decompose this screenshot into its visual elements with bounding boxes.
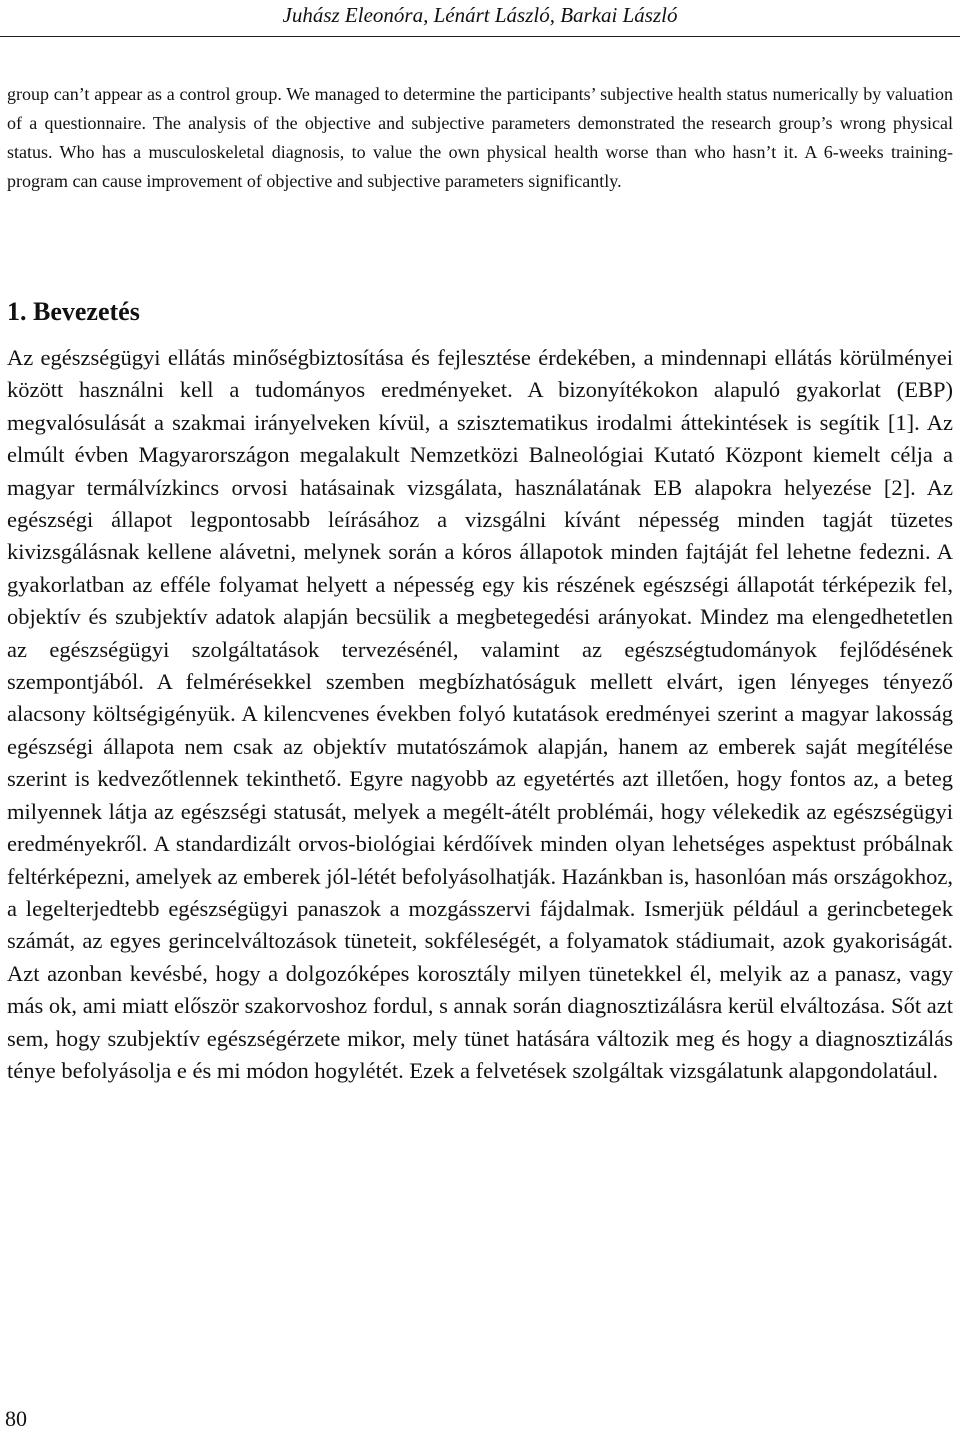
section-heading: 1. Bevezetés bbox=[7, 297, 140, 326]
header-divider bbox=[0, 36, 960, 37]
page-number: 80 bbox=[5, 1406, 27, 1431]
abstract-paragraph: group can’t appear as a control group. We managed to determine the participants’ subjective health status numerically by valuation of a questionnaire. The analysis of the objective and subjective parameters demonstrated the research group’s wrong physical status. Who has a musculoskeletal diagnosis, to value the own physical health worse than who hasn’t it. A 6-weeks training-program can cause improvement of objective and subjective parameters significantly. bbox=[7, 84, 953, 191]
running-header: Juhász Eleonóra, Lénárt László, Barkai László bbox=[282, 3, 678, 27]
section-body-paragraph: Az egészségügyi ellátás minőségbiztosítása és fejlesztése érdekében, a mindennapi ellátás körülményei között használni kell a tudományos eredményeket. A bizonyítékokon alapuló gyakorlat (EBP) megvalósulását a szakmai irányelveken kívül, a szisztematikus irodalmi áttekintések is segítik [1]. Az elmúlt évben Magyarországon megalakult Nemzetközi Balneológiai Kutató Központ kiemelt célja a magyar termálvízkincs orvosi hatásainak vizsgálata, használatának EB alapokra helyezése [2]. Az egészségi állapot legpontosabb leírásához a vizsgálni kívánt népesség minden tagját tüzetes kivizsgálásnak kellene alávetni, melynek során a kóros állapotok minden fajtáját fel lehetne fedezni. A gyakorlatban az efféle folyamat helyett a népesség egy kis részének egészségi állapotát térképezik fel, objektív és szubjektív adatok alapján becsülik a megbetegedési arányokat. Mindez ma elengedhetetlen az egészségügyi szolgáltatások tervezésénél, valamint az egészségtudományok fejlődésének szempontjából. A felmérésekkel szemben megbízhatóságuk mellett elvárt, igen lényeges tényező alacsony költségigényük. A kilencvenes években folyó kutatások eredményei szerint a magyar lakosság egészségi állapota nem csak az objektív mutatószámok alapján, hanem az emberek saját megítélése szerint is kedvezőtlennek tekinthető. Egyre nagyobb az egyetértés azt illetően, hogy fontos az, a beteg milyennek látja az egészségi statusát, melyek a megélt-átélt problémái, hogy vélekedik az egészségügyi eredményekről. A standardizált orvos-biológiai kérdőívek minden olyan lehetséges aspektust próbálnak feltérképezni, amelyek az emberek jól-létét befolyásolhatják. Hazánkban is, hasonlóan más országokhoz, a legelterjedtebb egészségügyi panaszok a mozgásszervi fájdalmak. Ismerjük például a gerincbetegek számát, az egyes gerincelváltozások tüneteit, sokféleségét, a folyamatok stádiumait, azok gyakoriságát. Azt azonban kevésbé, hogy a dolgozóképes korosztály milyen tünetekkel él, melyik az a panasz, vagy más ok, ami miatt először szakorvoshoz fordul, s annak során diagnosztizálásra kerül elváltozása. Sőt azt sem, hogy szubjektív egészségérzete mikor, mely tünet hatására változik meg és hogy a diagnosztizálás ténye befolyásolja e és mi módon hogylétét. Ezek a felvetések szolgáltak vizsgálatunk alapgondolatául. bbox=[7, 345, 953, 1083]
